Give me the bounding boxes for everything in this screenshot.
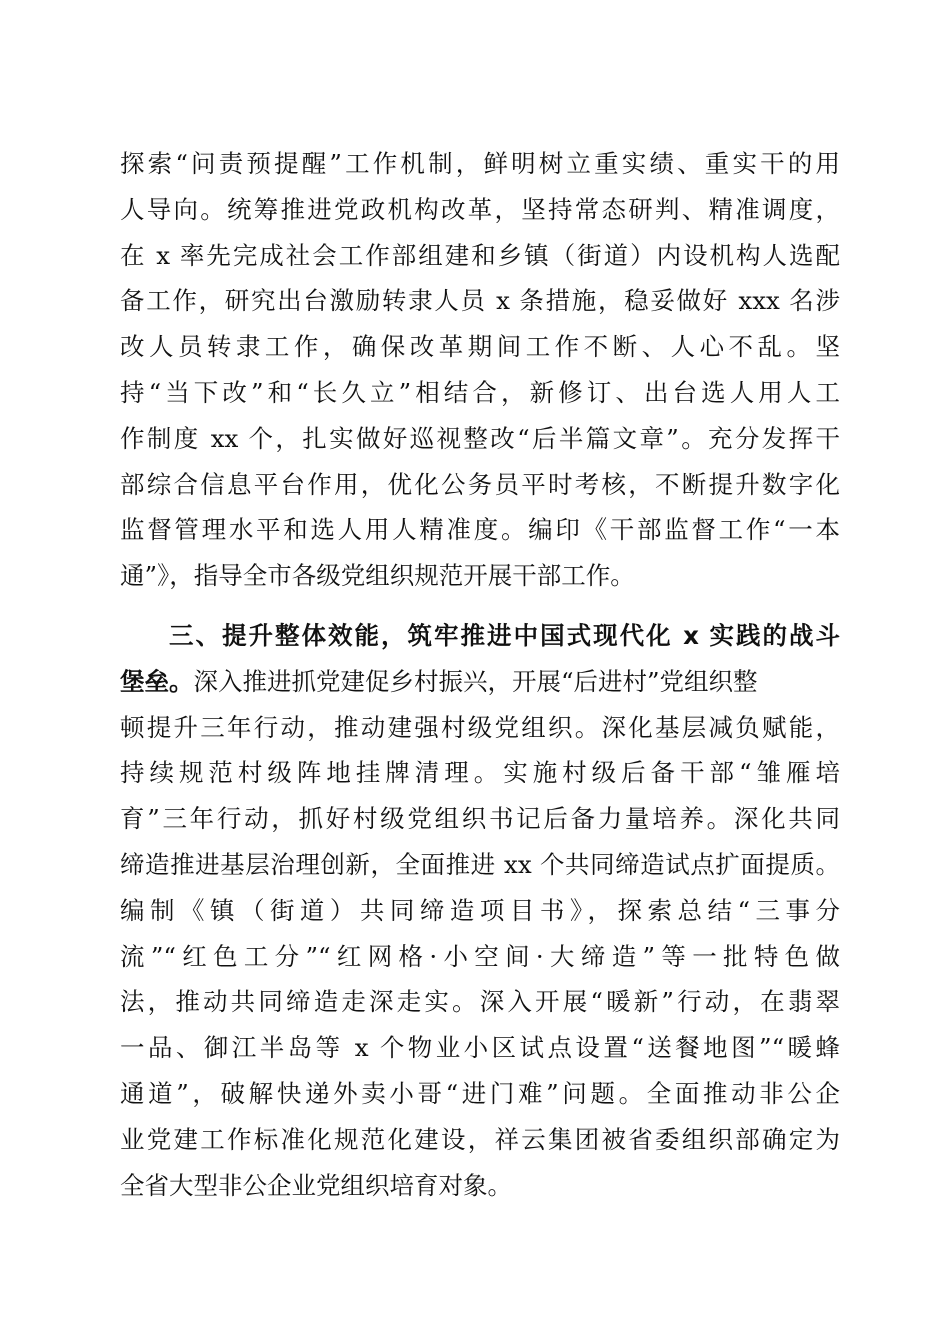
text-line: 一品、御江半岛等 x 个物业小区试点设置“送餐地图”“暖蜂 [120,1033,840,1063]
text-line: 流”“红色工分”“红网格·小空间·大缔造”等一批特色做 [120,941,840,971]
text-line: 缔造推进基层治理创新，全面推进 xx 个共同缔造试点扩面提质。 [120,849,840,879]
section-3 [120,613,840,1208]
text-line: 顿提升三年行动，推动建强村级党组织。深化基层减负赋能， [120,712,840,742]
text-line: 改人员转隶工作，确保改革期间工作不断、人心不乱。坚 [120,332,840,362]
text-line: 业党建工作标准化规范化建设，祥云集团被省委组织部确定为 [120,1124,840,1154]
text-line: 监督管理水平和选人用人精准度。编印《干部监督工作“一本 [120,515,840,545]
document-body [120,141,840,1208]
paragraph-spacer [120,599,840,613]
text-line: 编制《镇（街道）共同缔造项目书》，探索总结“三事分 [120,895,840,925]
text-line: 通道”，破解快递外卖小哥“进门难”问题。全面推动非公企 [120,1078,840,1108]
text-line: 通”》，指导全市各级党组织规范开展干部工作。 [120,561,635,591]
paragraph-personnel-reform [120,141,840,599]
section-body-start: 深入推进抓党建促乡村振兴，开展“后进村”党组织整 [193,666,758,696]
section-heading-end: 堡垒。 [120,666,194,696]
text-line: 全省大型非公企业党组织培育对象。 [120,1170,512,1200]
section-heading-continuation-line [120,659,840,705]
text-line: 持续规范村级阵地挂牌清理。实施村级后备干部“雏雁培 [120,758,840,788]
section-heading: 三、提升整体效能，筑牢推进中国式现代化 x 实践的战斗 [169,620,840,650]
text-line: 作制度 xx 个，扎实做好巡视整改“后半篇文章”。充分发挥干 [120,423,840,453]
text-line: 探索“问责预提醒”工作机制，鲜明树立重实绩、重实干的用 [120,149,840,178]
text-line: 育”三年行动，抓好村级党组织书记后备力量培养。深化共同 [120,804,840,834]
text-line: 在 x 率先完成社会工作部组建和乡镇（街道）内设机构人选配 [120,240,840,270]
text-line: 部综合信息平台作用，优化公务员平时考核，不断提升数字化 [120,469,840,499]
text-line: 持“当下改”和“长久立”相结合，新修订、出台选人用人工 [120,377,840,407]
text-line: 备工作，研究出台激励转隶人员 x 条措施，稳妥做好 xxx 名涉 [120,286,840,316]
text-line: 法，推动共同缔造走深走实。深入开展“暖新”行动，在翡翠 [120,987,840,1017]
text-line: 人导向。统筹推进党政机构改革，坚持常态研判、精准调度， [120,194,840,224]
